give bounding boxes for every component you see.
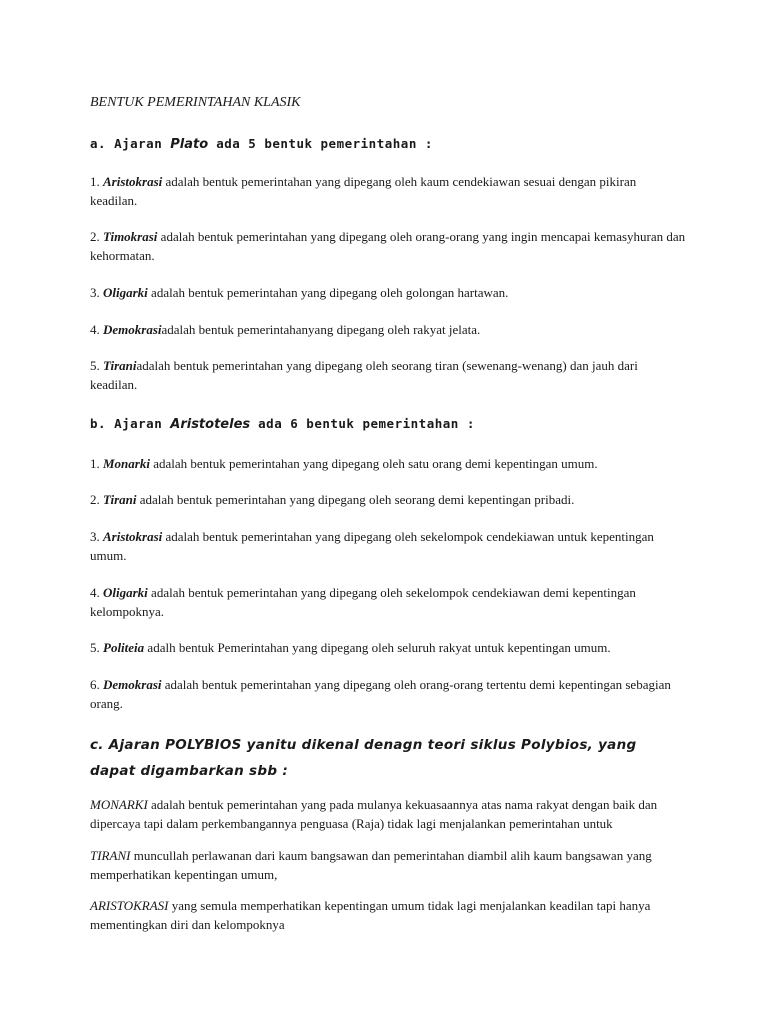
section-a-prefix: a. Ajaran bbox=[90, 136, 171, 151]
section-c-heading: c. Ajaran POLYBIOS yanitu dikenal denagn teori siklus Polybios, yang dapat digambarkan sbb : bbox=[90, 737, 637, 779]
item-term: Demokrasi bbox=[103, 322, 162, 337]
item-number: 2. bbox=[90, 492, 103, 507]
item-term: Timokrasi bbox=[103, 229, 158, 244]
item-number: 5. bbox=[90, 640, 103, 655]
list-item bbox=[90, 675, 686, 713]
item-term: TIRANI bbox=[90, 848, 131, 863]
item-text: adalah bentuk pemerintahan yang dipegang oleh golongan hartawan. bbox=[147, 285, 509, 300]
item-term: Aristokrasi bbox=[103, 174, 163, 189]
item-term: Oligarki bbox=[103, 585, 148, 600]
list-item bbox=[90, 283, 686, 302]
item-term: ARISTOKRASI bbox=[90, 898, 169, 913]
list-item bbox=[90, 172, 686, 210]
item-number: 1. bbox=[90, 174, 103, 189]
item-term: Aristokrasi bbox=[103, 529, 163, 544]
item-number: 1. bbox=[90, 456, 103, 471]
section-a-suffix: ada 5 bentuk pemerintahan : bbox=[208, 136, 433, 151]
item-term: MONARKI bbox=[90, 797, 148, 812]
item-text: yang semula memperhatikan kepentingan umum tidak lagi menjalankan keadilan tapi hanya mementingkan diri dan kelompoknya bbox=[90, 898, 651, 932]
item-number: 5. bbox=[90, 358, 103, 373]
list-item bbox=[90, 454, 686, 473]
item-term: Oligarki bbox=[103, 285, 148, 300]
item-term: Monarki bbox=[103, 456, 150, 471]
section-b-suffix: ada 6 bentuk pemerintahan : bbox=[250, 416, 475, 431]
item-text: adalah bentuk pemerintahan yang dipegang oleh satu orang demi kepentingan umum. bbox=[149, 456, 598, 471]
item-term: Tirani bbox=[103, 492, 137, 507]
item-text: adalh bentuk Pemerintahan yang dipegang oleh seluruh rakyat untuk kepentingan umum. bbox=[144, 640, 611, 655]
section-b-name: Aristoteles bbox=[170, 417, 251, 432]
section-a-heading bbox=[90, 134, 686, 154]
item-text: adalah bentuk pemerintahan yang dipegang oleh seorang tiran (sewenang-wenang) dan jauh dari keadilan. bbox=[90, 358, 638, 392]
item-term: Politeia bbox=[103, 640, 145, 655]
section-b-heading bbox=[90, 414, 686, 434]
list-item bbox=[90, 356, 686, 394]
item-text: adalah bentuk pemerintahan yang dipegang oleh orang-orang tertentu demi kepentingan sebagian orang. bbox=[90, 677, 671, 711]
list-item bbox=[90, 527, 686, 565]
list-item bbox=[90, 583, 686, 621]
list-item bbox=[90, 638, 686, 657]
list-item bbox=[90, 846, 686, 884]
item-number: 3. bbox=[90, 529, 103, 544]
list-item bbox=[90, 227, 686, 265]
item-term: Tirani bbox=[103, 358, 137, 373]
item-number: 3. bbox=[90, 285, 103, 300]
item-text: adalah bentuk pemerintahan yang dipegang oleh sekelompok cendekiawan untuk kepentingan umum. bbox=[90, 529, 654, 563]
item-text: adalah bentuk pemerintahanyang dipegang oleh rakyat jelata. bbox=[161, 322, 481, 337]
list-item bbox=[90, 320, 686, 339]
list-item bbox=[90, 795, 686, 833]
section-a-name: Plato bbox=[170, 137, 209, 152]
item-number: 4. bbox=[90, 322, 103, 337]
item-text: adalah bentuk pemerintahan yang dipegang oleh sekelompok cendekiawan demi kepentingan kelompoknya. bbox=[90, 585, 636, 619]
item-text: adalah bentuk pemerintahan yang dipegang oleh seorang demi kepentingan pribadi. bbox=[136, 492, 575, 507]
document-title: BENTUK PEMERINTAHAN KLASIK bbox=[90, 95, 301, 110]
item-number: 2. bbox=[90, 229, 103, 244]
item-text: adalah bentuk pemerintahan yang pada mulanya kekuasaannya atas nama rakyat dengan baik dan dipercaya tapi dalam perkembangannya penguasa (Raja) tidak lagi menjalankan pemerintahan untuk bbox=[90, 797, 658, 831]
item-term: Demokrasi bbox=[103, 677, 162, 692]
item-text: adalah bentuk pemerintahan yang dipegang oleh orang-orang yang ingin mencapai kemasyhuran dan kehormatan. bbox=[90, 229, 686, 263]
list-item bbox=[90, 490, 686, 509]
list-item bbox=[90, 896, 686, 934]
item-number: 4. bbox=[90, 585, 103, 600]
section-b-prefix: b. Ajaran bbox=[90, 416, 171, 431]
item-text: muncullah perlawanan dari kaum bangsawan dan pemerintahan diambil alih kaum bangsawan yang memperhatikan kepentingan umum, bbox=[90, 848, 652, 882]
item-text: adalah bentuk pemerintahan yang dipegang oleh kaum cendekiawan sesuai dengan pikiran keadilan. bbox=[90, 174, 637, 208]
item-number: 6. bbox=[90, 677, 103, 692]
